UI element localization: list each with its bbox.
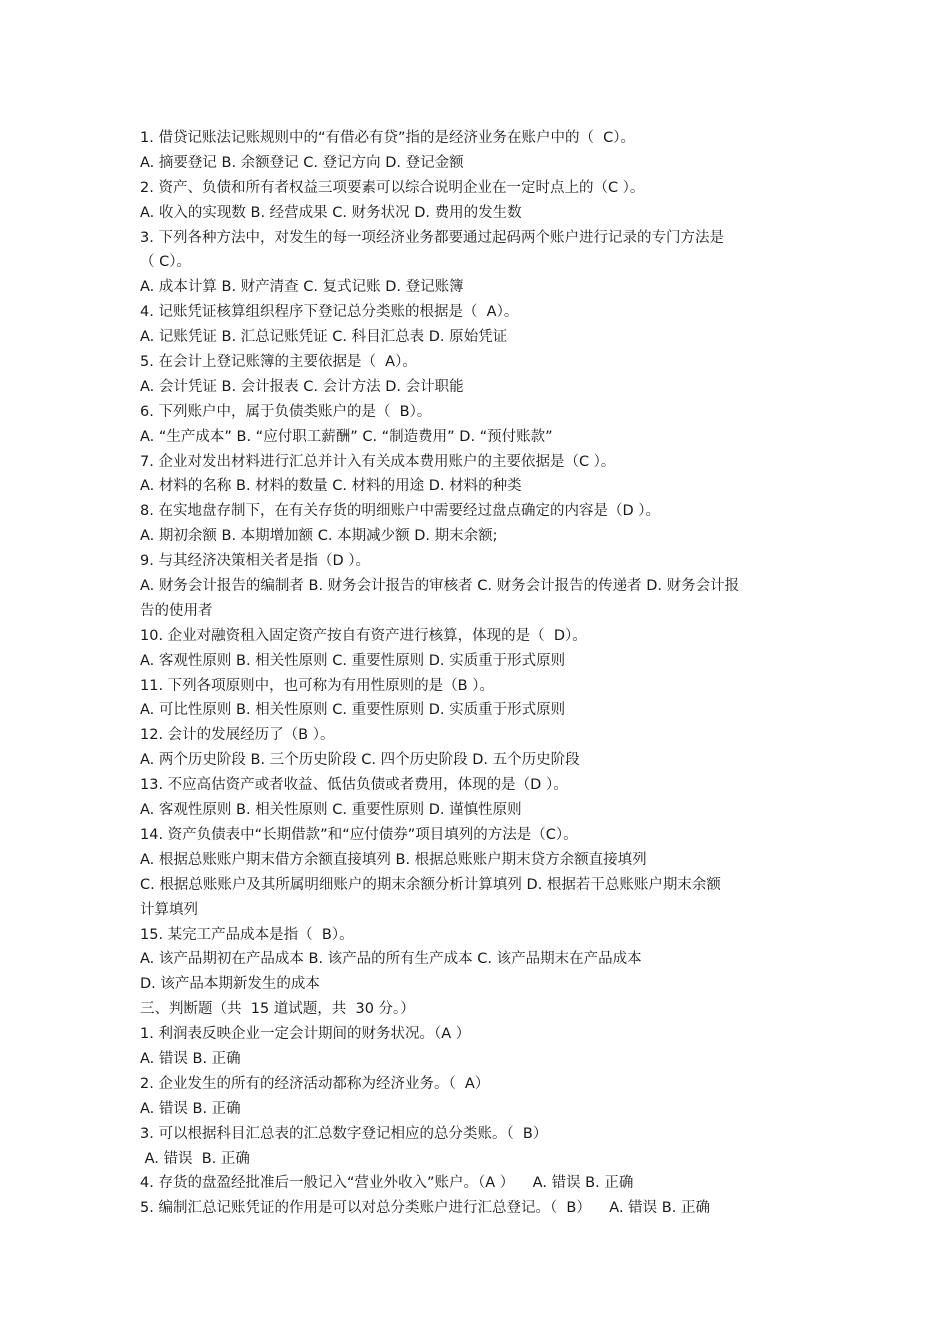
text-line: （ C）。	[140, 254, 191, 271]
text-line: A. 记账凭证 B. 汇总记账凭证 C. 科目汇总表 D. 原始凭证	[140, 329, 508, 346]
text-line: 9. 与其经济决策相关者是指（D ）。	[140, 553, 370, 570]
text-line: 4. 存货的盘盈经批准后一般记入“营业外收入”账户。（A ） A. 错误 B. 正确	[140, 1175, 634, 1192]
text-line: 4. 记账凭证核算组织程序下登记总分类账的根据是（ A）。	[140, 304, 519, 321]
text-line: A. 错误 B. 正确	[140, 1050, 241, 1067]
text-line: 11. 下列各项原则中，也可称为有用性原则的是（B ）。	[140, 677, 494, 694]
text-line: A. 期初余额 B. 本期增加额 C. 本期减少额 D. 期末余额;	[140, 528, 498, 545]
text-line: A. 材料的名称 B. 材料的数量 C. 材料的用途 D. 材料的种类	[140, 478, 522, 495]
text-line: A. 两个历史阶段 B. 三个历史阶段 C. 四个历史阶段 D. 五个历史阶段	[140, 752, 580, 769]
text-line: A. 会计凭证 B. 会计报表 C. 会计方法 D. 会计职能	[140, 378, 464, 395]
text-line: A. 该产品期初在产品成本 B. 该产品的所有生产成本 C. 该产品期末在产品成本	[140, 951, 642, 968]
text-line: 3. 可以根据科目汇总表的汇总数字登记相应的总分类账。（ B）	[140, 1125, 548, 1142]
text-line: 8. 在实地盘存制下，在有关存货的明细账户中需要经过盘点确定的内容是（D ）。	[140, 503, 660, 520]
text-line: 12. 会计的发展经历了（B ）。	[140, 727, 335, 744]
text-line: A. 根据总账账户期末借方余额直接填列 B. 根据总账账户期末贷方余额直接填列	[140, 851, 647, 868]
text-line: D. 该产品本期新发生的成本	[140, 976, 320, 993]
text-line: A. 错误 B. 正确	[140, 1100, 241, 1117]
text-line: A. 财务会计报告的编制者 B. 财务会计报告的审核者 C. 财务会计报告的传递者 D. 财务会计报	[140, 578, 740, 595]
text-line: C. 根据总账账户及其所属明细账户的期末余额分析计算填列 D. 根据若干总账账户期末余额	[140, 876, 721, 893]
text-line: 5. 编制汇总记账凭证的作用是可以对总分类账户进行汇总登记。（ B） A. 错误 B. 正确	[140, 1200, 710, 1217]
text-line: 1. 借贷记账法记账规则中的“有借必有贷”指的是经济业务在账户中的（ C）。	[140, 130, 636, 146]
text-line: 10. 企业对融资租入固定资产按自有资产进行核算，体现的是（ D）。	[140, 627, 587, 644]
text-line: A. 错误 B. 正确	[140, 1150, 250, 1167]
text-line: 2. 资产、负债和所有者权益三项要素可以综合说明企业在一定时点上的（C ）。	[140, 179, 645, 196]
text-line: 15. 某完工产品成本是指（ B）。	[140, 926, 354, 943]
text-line: 14. 资产负债表中“长期借款”和“应付债券”项目填列的方法是（C）。	[140, 826, 578, 843]
text-line: A. 可比性原则 B. 相关性原则 C. 重要性原则 D. 实质重于形式原则	[140, 702, 566, 719]
text-line: A. 客观性原则 B. 相关性原则 C. 重要性原则 D. 实质重于形式原则	[140, 652, 566, 669]
text-line: A. 收入的实现数 B. 经营成果 C. 财务状况 D. 费用的发生数	[140, 204, 522, 221]
text-line: 1. 利润表反映企业一定会计期间的财务状况。（A ）	[140, 1026, 471, 1043]
text-line: 计算填列	[140, 901, 198, 918]
text-line: 三、判断题（共 15 道试题，共 30 分。）	[140, 1001, 415, 1018]
text-line: 5. 在会计上登记账簿的主要依据是（ A）。	[140, 354, 417, 371]
text-line: 13. 不应高估资产或者收益、低估负债或者费用，体现的是（D ）。	[140, 777, 568, 794]
text-line: 6. 下列账户中，属于负债类账户的是（ B）。	[140, 403, 432, 420]
text-line: A. 摘要登记 B. 余额登记 C. 登记方向 D. 登记金额	[140, 154, 464, 171]
text-line: A. 成本计算 B. 财产清查 C. 复式记账 D. 登记账簿	[140, 279, 464, 296]
text-line: 2. 企业发生的所有的经济活动都称为经济业务。（ A）	[140, 1075, 490, 1092]
text-line: A. “生产成本” B. “应付职工薪酬” C. “制造费用” D. “预付账款”	[140, 428, 553, 445]
text-line: 7. 企业对发出材料进行汇总并计入有关成本费用账户的主要依据是（C ）。	[140, 453, 616, 470]
document-body	[140, 126, 820, 1221]
text-line: 告的使用者	[140, 602, 213, 619]
text-line: 3. 下列各种方法中，对发生的每一项经济业务都要通过起码两个账户进行记录的专门方法是	[140, 229, 724, 246]
text-line: A. 客观性原则 B. 相关性原则 C. 重要性原则 D. 谨慎性原则	[140, 802, 522, 819]
